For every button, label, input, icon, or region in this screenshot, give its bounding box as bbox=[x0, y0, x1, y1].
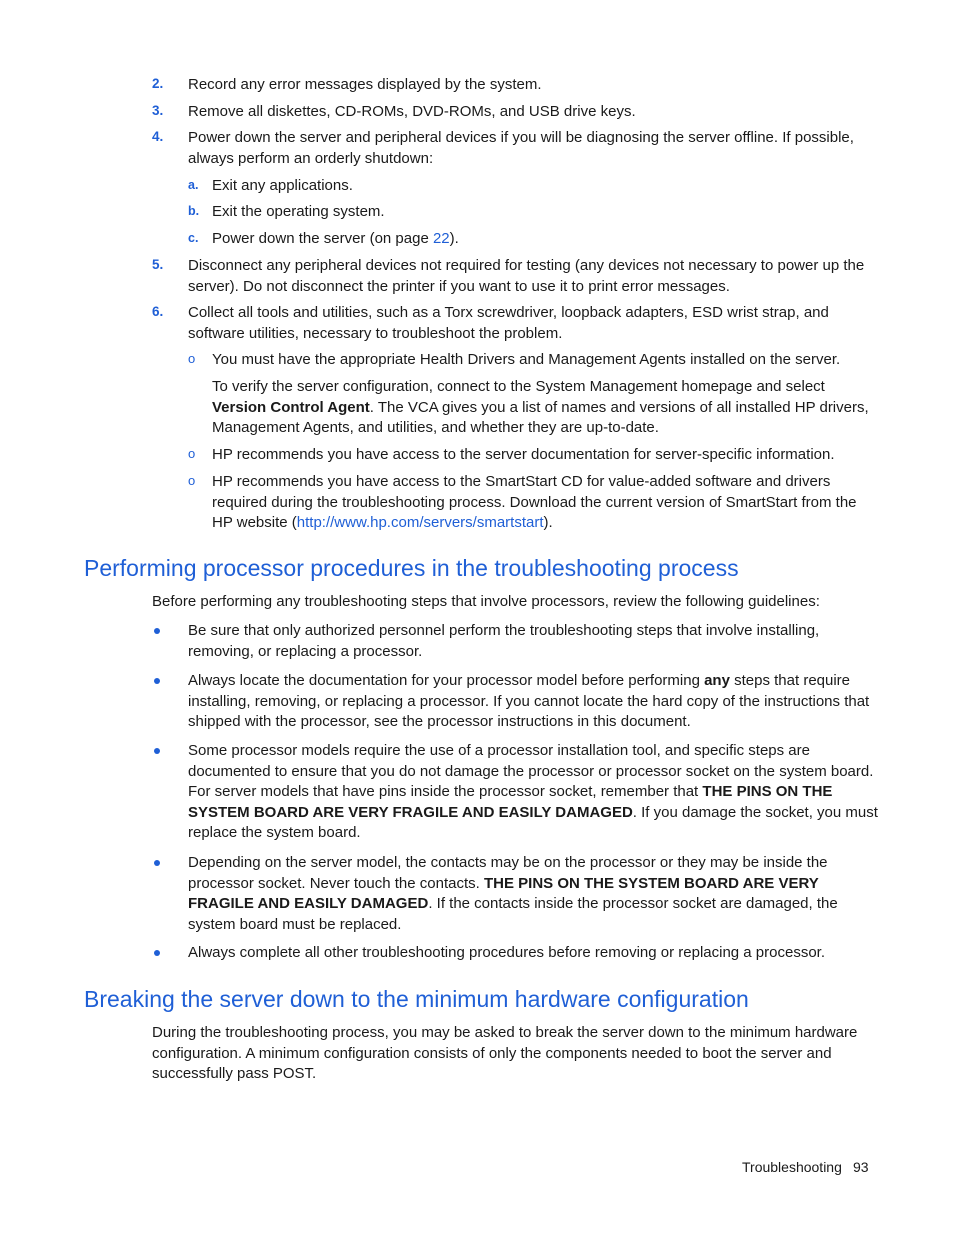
step-number: 6. bbox=[152, 304, 164, 319]
step-text: Collect all tools and utilities, such as a Torx screwdriver, loopback adapters, ESD wrist strap, and software utilities, necessary to troubleshoot the problem. bbox=[188, 304, 829, 342]
circle-marker: o bbox=[188, 351, 196, 366]
bullet-icon bbox=[154, 748, 160, 754]
step-number: 5. bbox=[152, 257, 164, 272]
bullet-item: Be sure that only authorized personnel perform the troubleshooting steps that involve installing, removing, or replacing a processor. bbox=[188, 622, 820, 660]
bullet-item: Depending on the server model, the contacts may be on the processor or they may be inside the processor socket. Never touch the contacts. THE PINS ON THE SYSTEM BOARD ARE VERY FRAGILE AND EASILY DAMAGED. If the contacts inside the processor socket are damaged, the system board must be replaced. bbox=[188, 854, 838, 933]
section-paragraph: During the troubleshooting process, you may be asked to break the server down to the minimum hardware configuration. A minimum configuration consists of only the components needed to boot the server and successfully pass POST. bbox=[152, 1024, 858, 1082]
substep-letter: a. bbox=[188, 178, 199, 192]
substep-letter: c. bbox=[188, 231, 199, 245]
circle-marker: o bbox=[188, 473, 196, 488]
page-number: 93 bbox=[853, 1159, 869, 1175]
step-number: 3. bbox=[152, 103, 164, 118]
step-number: 2. bbox=[152, 76, 164, 91]
step-number: 4. bbox=[152, 129, 164, 144]
circle-item: HP recommends you have access to the server documentation for server-specific information. bbox=[212, 446, 835, 463]
bullet-icon bbox=[154, 628, 160, 634]
step-text: Remove all diskettes, CD-ROMs, DVD-ROMs, and USB drive keys. bbox=[188, 103, 636, 120]
substep-text: Exit any applications. bbox=[212, 177, 353, 194]
circle-item: You must have the appropriate Health Drivers and Management Agents installed on the server. bbox=[212, 351, 841, 368]
substep-letter: b. bbox=[188, 204, 200, 218]
section-intro: Before performing any troubleshooting steps that involve processors, review the following guidelines: bbox=[152, 593, 820, 610]
circle-item-paragraph: To verify the server configuration, connect to the System Management homepage and select Version Control Agent. The VCA gives you a list of names and versions of all installed HP drivers, Management Agents, and utilities, and whether they are up-to-date. bbox=[212, 378, 869, 436]
footer-section: Troubleshooting bbox=[742, 1159, 842, 1175]
bullet-item: Some processor models require the use of a processor installation tool, and specific steps are documented to ensure that you do not damage the processor or processor socket on the system board. For server models that have pins inside the processor socket, remember that THE PINS ON THE SYSTEM BOARD ARE VERY FRAGILE AND EASILY DAMAGED. If you damage the socket, you must replace the system board. bbox=[188, 742, 878, 841]
section-heading: Performing processor procedures in the troubleshooting process bbox=[84, 555, 739, 581]
bullet-item: Always complete all other troubleshooting procedures before removing or replacing a processor. bbox=[188, 944, 826, 961]
page-link[interactable]: 22 bbox=[432, 230, 450, 247]
bullet-icon bbox=[154, 950, 160, 956]
circle-item: HP recommends you have access to the SmartStart CD for value-added software and drivers required during the troubleshooting process. Download the current version of SmartStart from the HP website (http://www.hp.com/servers/smartstart). bbox=[212, 473, 857, 531]
step-text: Record any error messages displayed by the system. bbox=[188, 76, 542, 93]
circle-marker: o bbox=[188, 446, 196, 461]
bullet-item: Always locate the documentation for your processor model before performing any steps that require installing, removing, or replacing a processor. If you cannot locate the hard copy of the instructions that shipped with the processor, see the processor instructions in this document. bbox=[188, 672, 870, 730]
substep-text: Power down the server (on page 22). bbox=[212, 230, 459, 247]
step-text: Power down the server and peripheral devices if you will be diagnosing the server offline. If possible, always perform an orderly shutdown: bbox=[188, 129, 854, 167]
step-text: Disconnect any peripheral devices not required for testing (any devices not necessary to power up the server). Do not disconnect the printer if you want to use it to print error messages. bbox=[188, 257, 865, 295]
section-heading: Breaking the server down to the minimum hardware configuration bbox=[84, 986, 749, 1012]
bullet-icon bbox=[154, 860, 160, 866]
smartstart-link[interactable]: http://www.hp.com/servers/smartstart bbox=[296, 514, 544, 531]
bullet-icon bbox=[154, 678, 160, 684]
substep-text: Exit the operating system. bbox=[212, 203, 385, 220]
